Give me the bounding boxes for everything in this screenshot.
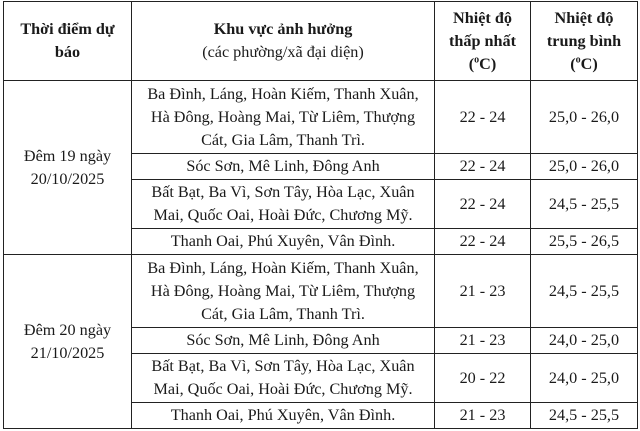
area-cell: Ba Đình, Láng, Hoàn Kiếm, Thanh Xuân, Hà Đông, Hoàng Mai, Từ Liêm, Thượng Cát, Gia Lâm, Thanh Trì. (132, 81, 435, 154)
area-cell: Bất Bạt, Ba Vì, Sơn Tây, Hòa Lạc, Xuân Mai, Quốc Oai, Hoài Đức, Chương Mỹ. (132, 180, 435, 229)
header-avg-unit: ($^o$C) (570, 54, 598, 73)
area-cell: Thanh Oai, Phú Xuyên, Vân Đình. (132, 403, 435, 429)
header-min-line1: Nhiệt độ (453, 8, 512, 27)
area-cell: Ba Đình, Láng, Hoàn Kiếm, Thanh Xuân, Hà Đông, Hoàng Mai, Từ Liêm, Thượng Cát, Gia Lâm, Thanh Trì. (132, 255, 435, 328)
header-avg-temp (531, 2, 638, 81)
min-temp-cell: 22 - 24 (435, 180, 531, 229)
min-temp-cell: 21 - 23 (435, 255, 531, 328)
min-temp-cell: 22 - 24 (435, 154, 531, 180)
avg-temp-cell: 24,5 - 25,5 (531, 403, 638, 429)
forecast-table (3, 1, 638, 429)
header-time-line2: báo (54, 43, 81, 61)
header-area-subtitle: (các phường/xã đại diện) (202, 43, 364, 61)
min-temp-cell: 21 - 23 (435, 328, 531, 354)
forecast-time-cell (4, 81, 132, 255)
area-cell: Sóc Sơn, Mê Linh, Đông Anh (132, 154, 435, 180)
header-min-temp (435, 2, 531, 81)
header-area (132, 2, 435, 81)
table-row (4, 255, 638, 328)
table-row (4, 81, 638, 154)
header-row (4, 2, 638, 81)
min-temp-cell: 22 - 24 (435, 81, 531, 154)
area-cell: Thanh Oai, Phú Xuyên, Vân Đình. (132, 229, 435, 255)
header-time (4, 2, 132, 81)
avg-temp-cell: 25,5 - 26,5 (531, 229, 638, 255)
header-area-title: Khu vực ảnh hưởng (213, 20, 353, 38)
header-min-unit: ($^o$C) (468, 54, 497, 73)
avg-temp-cell: 24,0 - 25,0 (531, 328, 638, 354)
forecast-time-line1: Đêm 19 ngày (23, 146, 112, 165)
avg-temp-cell: 24,5 - 25,5 (531, 180, 638, 229)
avg-temp-cell: 24,0 - 25,0 (531, 354, 638, 403)
area-cell: Sóc Sơn, Mê Linh, Đông Anh (132, 328, 435, 354)
header-time-line1: Thời điểm dự (20, 20, 115, 38)
forecast-time-line2: 20/10/2025 (30, 169, 105, 188)
min-temp-cell: 21 - 23 (435, 403, 531, 429)
area-cell: Bất Bạt, Ba Vì, Sơn Tây, Hòa Lạc, Xuân Mai, Quốc Oai, Hoài Đức, Chương Mỹ. (132, 354, 435, 403)
forecast-time-line2: 21/10/2025 (30, 343, 105, 362)
forecast-time-line1: Đêm 20 ngày (23, 320, 112, 339)
header-avg-line2: trung bình (546, 31, 622, 50)
min-temp-cell: 22 - 24 (435, 229, 531, 255)
header-avg-line1: Nhiệt độ (554, 8, 614, 27)
avg-temp-cell: 25,0 - 26,0 (531, 154, 638, 180)
forecast-time-cell (4, 255, 132, 429)
header-min-line2: thấp nhất (448, 31, 517, 50)
min-temp-cell: 20 - 22 (435, 354, 531, 403)
avg-temp-cell: 24,5 - 25,5 (531, 255, 638, 328)
avg-temp-cell: 25,0 - 26,0 (531, 81, 638, 154)
